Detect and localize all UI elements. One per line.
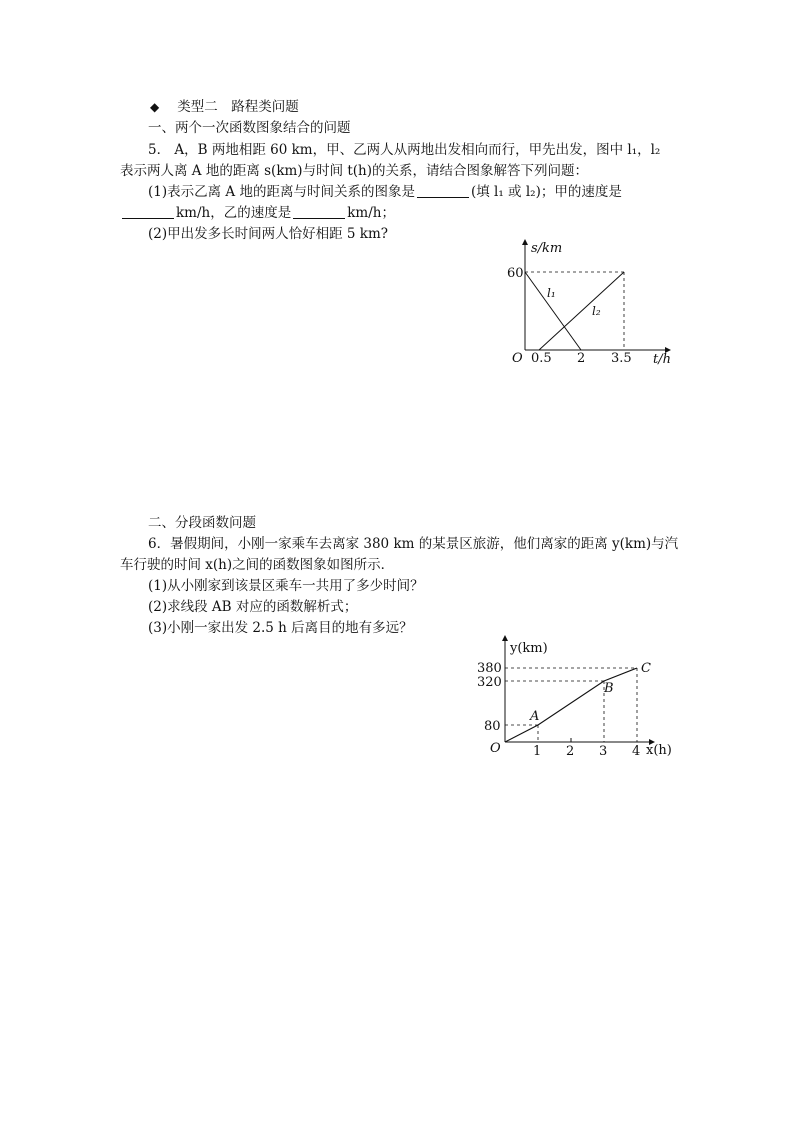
part2-heading: 二、分段函数问题 — [148, 515, 256, 531]
x-tick-3.5: 3.5 — [611, 351, 632, 366]
q5-sub1 — [148, 183, 622, 201]
q5-sub1-cont — [120, 204, 395, 222]
figure1-graph — [500, 238, 690, 373]
y-axis-label: s/km — [531, 241, 563, 256]
point-B-label: B — [604, 681, 614, 696]
x-tick-3: 3 — [599, 744, 608, 759]
line-l2 — [539, 272, 624, 350]
figure2-graph — [470, 632, 685, 762]
x-tick-0.5: 0.5 — [531, 351, 552, 366]
answer-blank[interactable] — [293, 206, 345, 219]
q6-line1: 6．暑假期间，小刚一家乘车去离家 380 km 的某景区旅游，他们离家的距离 y(km)与汽 — [148, 536, 679, 552]
q6-sub3: (3)小刚一家出发 2.5 h 后离目的地有多远？ — [148, 620, 413, 636]
origin-label: O — [490, 741, 501, 756]
q6-sub2: (2)求线段 AB 对应的函数解析式； — [148, 599, 358, 615]
section-title — [150, 98, 299, 116]
q5-sub1-text-c: km/h，乙的速度是 — [176, 205, 292, 221]
y-axis-label: y(km) — [510, 641, 548, 656]
y-tick-380: 380 — [477, 661, 502, 676]
q5-sub1-text-a: (1)表示乙离 A 地的距离与时间关系的图象是 — [148, 184, 415, 200]
y-tick-80: 80 — [484, 719, 501, 734]
x-axis-label: x(h) — [646, 743, 672, 758]
y-tick-320: 320 — [477, 675, 502, 690]
q5-sub1-text-d: km/h； — [347, 205, 395, 221]
q5-line1: 5． A，B 两地相距 60 km，甲、乙两人从两地出发相向而行，甲先出发，图中 l₁，l₂ — [148, 142, 661, 158]
part1-heading: 一、两个一次函数图象结合的问题 — [148, 120, 351, 136]
line-l1 — [525, 272, 581, 350]
section-title-text: 类型二 路程类问题 — [177, 99, 299, 115]
q5-sub2: (2)甲出发多长时间两人恰好相距 5 km? — [148, 226, 389, 242]
y-tick-60: 60 — [507, 266, 524, 281]
answer-blank[interactable] — [417, 185, 469, 198]
graph-OABC — [505, 668, 637, 742]
q6-line2: 车行驶的时间 x(h)之间的函数图象如图所示． — [120, 557, 395, 573]
q5-sub1-text-b: (填 l₁ 或 l₂)；甲的速度是 — [470, 184, 622, 200]
origin-label: O — [512, 351, 523, 366]
x-axis-label: t/h — [653, 352, 671, 367]
point-A-label: A — [530, 709, 540, 724]
x-tick-1: 1 — [533, 744, 542, 759]
diamond-bullet-icon: ◆ — [150, 100, 160, 114]
x-tick-2: 2 — [566, 744, 575, 759]
point-C-label: C — [641, 661, 651, 676]
answer-blank[interactable] — [122, 206, 174, 219]
x-tick-2: 2 — [577, 351, 586, 366]
x-tick-4: 4 — [632, 744, 641, 759]
q6-sub1: (1)从小刚家到该景区乘车一共用了多少时间？ — [148, 578, 424, 594]
l2-label: l₂ — [592, 304, 601, 318]
q5-line2: 表示两人离 A 地的距离 s(km)与时间 t(h)的关系，请结合图象解答下列问题： — [120, 163, 589, 179]
l1-label: l₁ — [547, 286, 556, 300]
